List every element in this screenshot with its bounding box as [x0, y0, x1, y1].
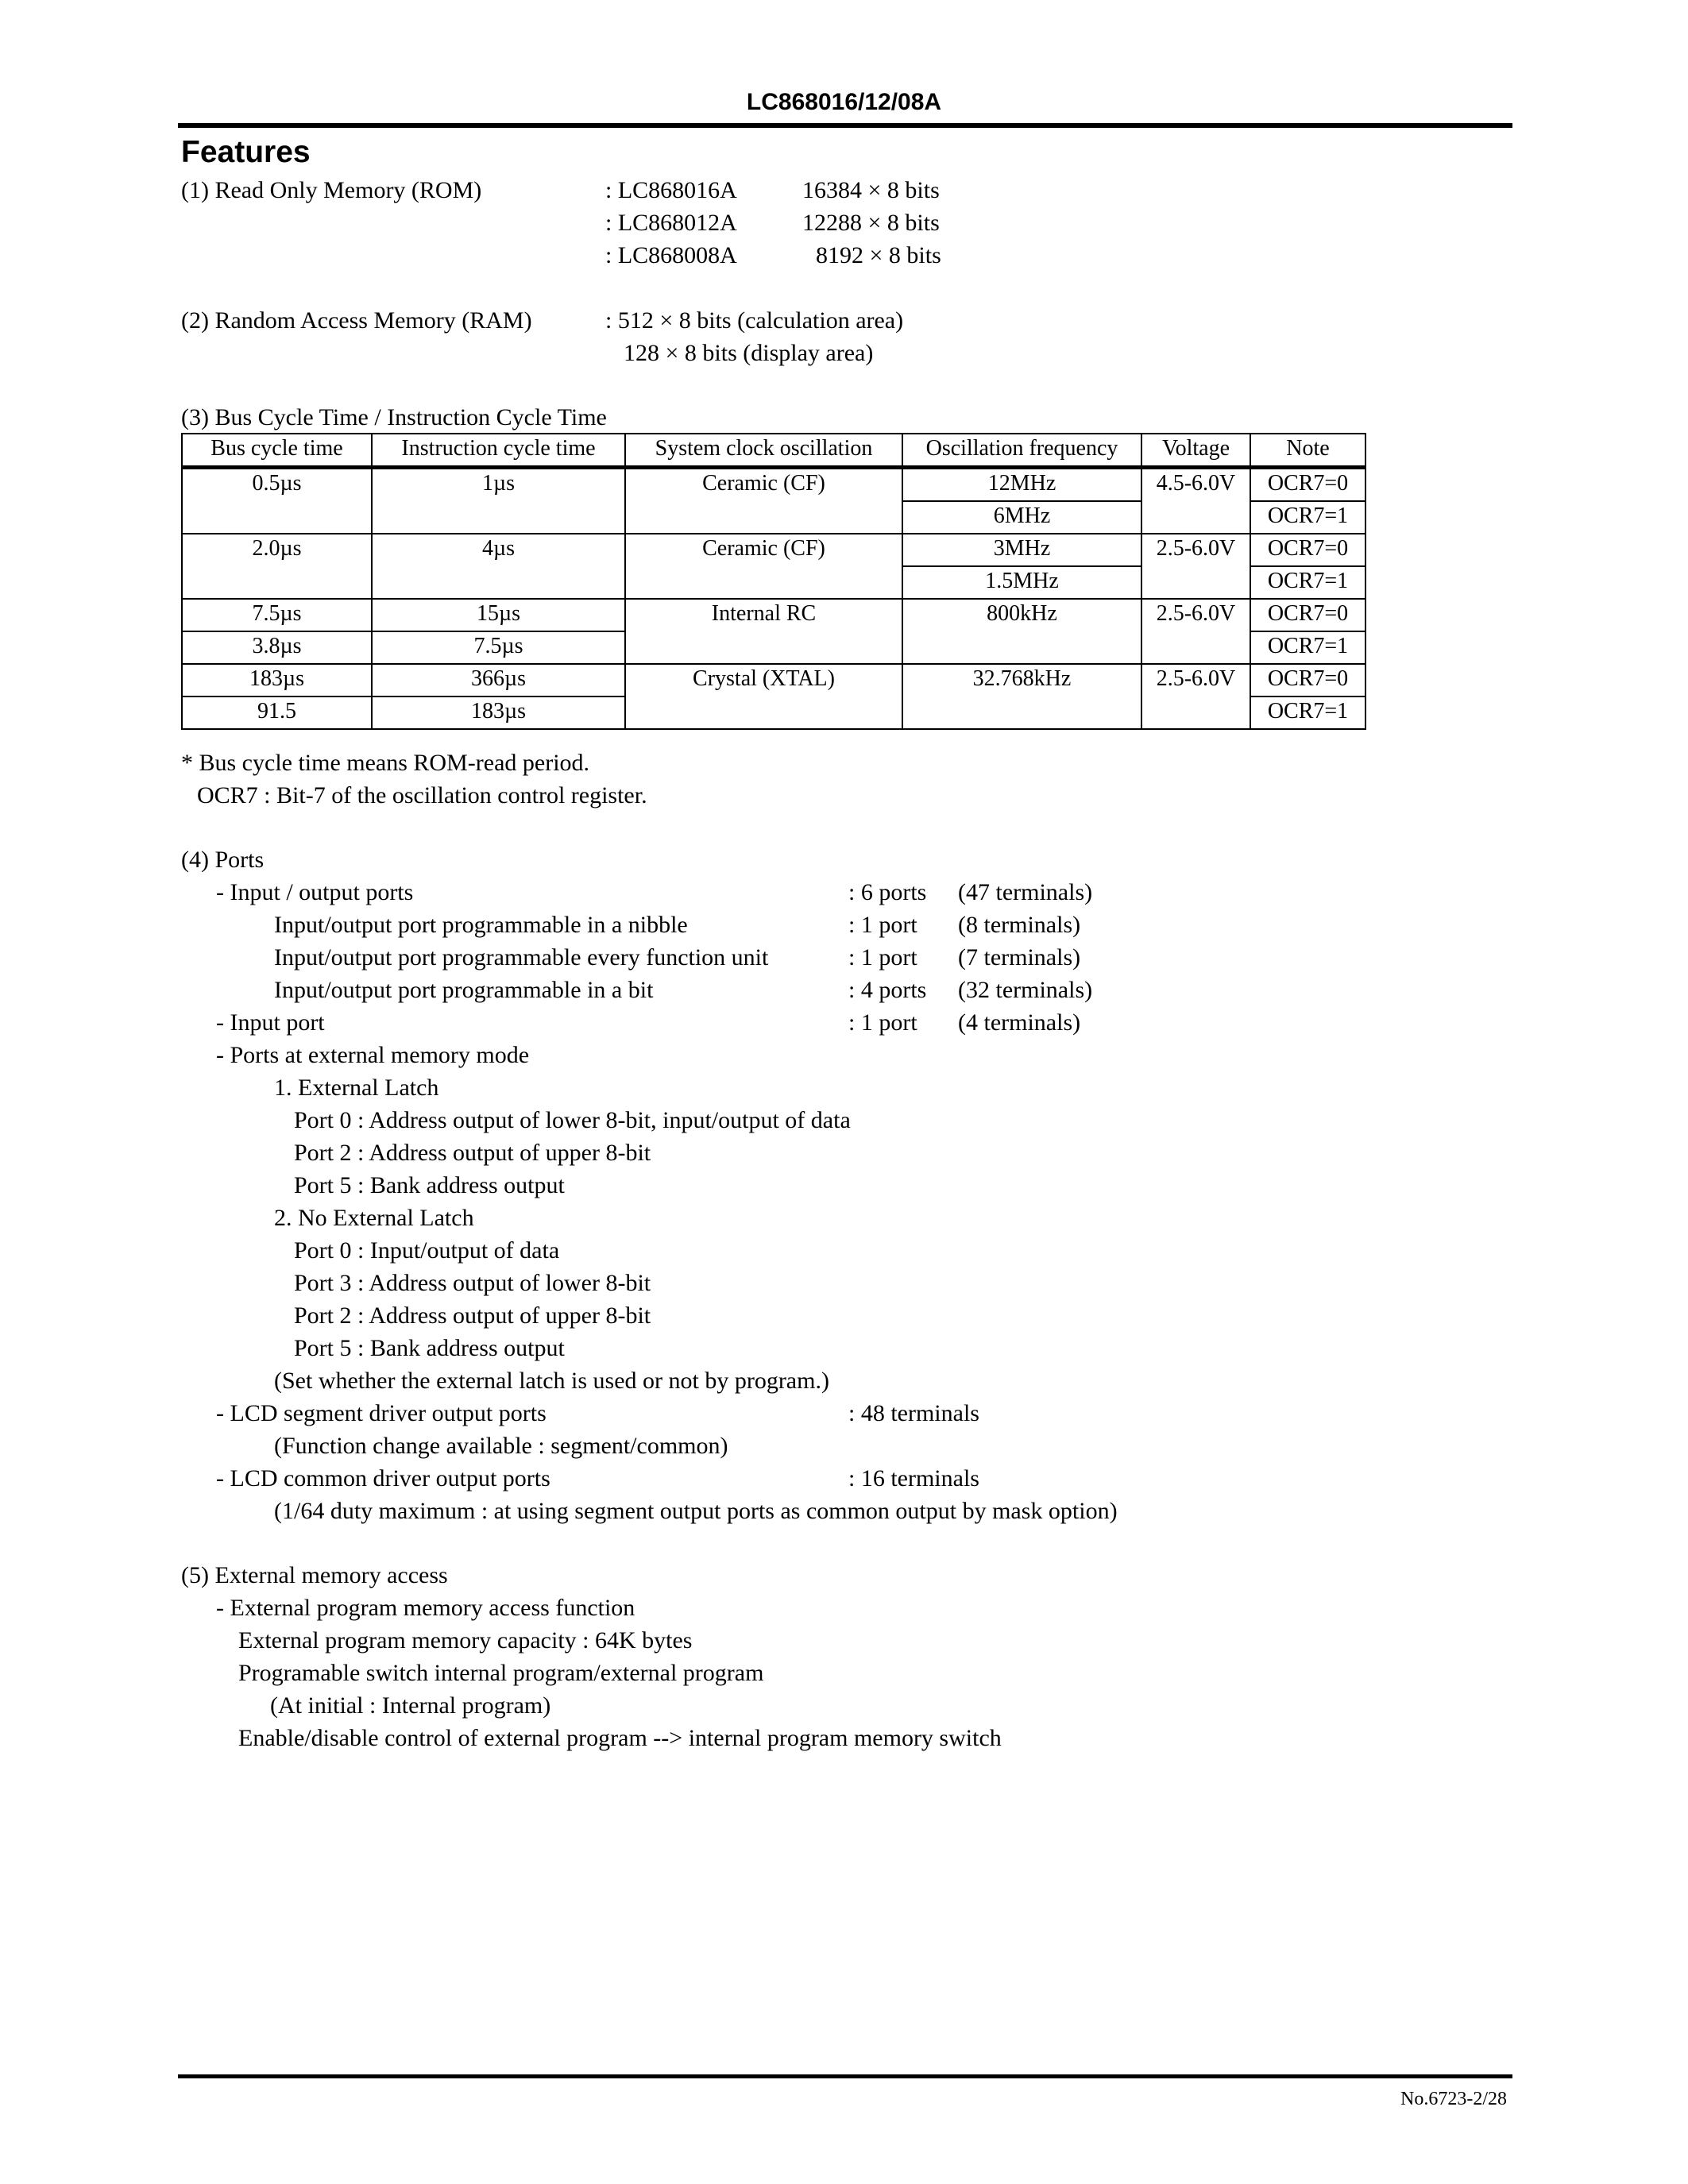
- table-row: [182, 534, 1365, 566]
- ext-mem-line: Programable switch internal program/external program: [238, 1660, 764, 1686]
- note-cell: OCR7=0: [1250, 534, 1365, 566]
- col-header: System clock oscillation: [625, 434, 902, 468]
- ext-mode-text: - Ports at external memory mode: [216, 1042, 530, 1068]
- bus-cell: 3.8µs: [182, 631, 372, 664]
- rom-model: : LC868012A: [605, 210, 737, 236]
- note-cell: OCR7=1: [1250, 631, 1365, 664]
- bus-cell: 91.5: [182, 696, 372, 729]
- osc-cell: Internal RC: [625, 599, 902, 664]
- ext-latch-port0: Port 0 : Address output of lower 8-bit, input/output of data: [294, 1107, 851, 1133]
- nibble-terminals: (8 terminals): [958, 912, 1081, 938]
- table-row: [182, 468, 1365, 502]
- inst-cell: 15µs: [372, 599, 625, 631]
- function-unit-text: Input/output port programmable every function unit: [274, 944, 769, 970]
- page-number: No.6723-2/28: [1400, 2089, 1507, 2109]
- ram-calc: : 512 × 8 bits (calculation area): [605, 307, 904, 334]
- io-ports-count: : 6 ports: [848, 879, 927, 905]
- input-port-terminals: (4 terminals): [958, 1009, 1081, 1036]
- freq-cell: 32.768kHz: [902, 664, 1141, 729]
- input-port-text: - Input port: [216, 1009, 325, 1036]
- ext-mem-line: (At initial : Internal program): [270, 1692, 551, 1719]
- page-header: LC868016/12/08A: [746, 89, 942, 115]
- no-latch-port5: Port 5 : Bank address output: [294, 1335, 565, 1361]
- ext-mem-line: External program memory capacity : 64K bytes: [238, 1627, 693, 1653]
- input-port-count: : 1 port: [848, 1009, 917, 1036]
- note-cell: OCR7=0: [1250, 664, 1365, 696]
- rom-label: (1) Read Only Memory (ROM): [181, 177, 482, 203]
- col-header: Instruction cycle time: [372, 434, 625, 468]
- rom-size: 16384 × 8 bits: [802, 177, 940, 203]
- bit-text: Input/output port programmable in a bit: [274, 977, 654, 1003]
- col-header: Bus cycle time: [182, 434, 372, 468]
- ocr7-footnote: OCR7 : Bit-7 of the oscillation control register.: [197, 782, 647, 808]
- ext-mem-line: - External program memory access function: [216, 1595, 635, 1621]
- table-row: [182, 599, 1365, 631]
- note-cell: OCR7=1: [1250, 566, 1365, 599]
- osc-cell: Crystal (XTAL): [625, 664, 902, 729]
- rom-size: 8192 × 8 bits: [816, 242, 941, 268]
- bus-cell: 0.5µs: [182, 468, 372, 534]
- rom-size: 12288 × 8 bits: [802, 210, 940, 236]
- inst-cell: 366µs: [372, 664, 625, 696]
- page-title: Features: [181, 135, 311, 169]
- lcd-seg-note: (Function change available : segment/common): [274, 1433, 728, 1459]
- freq-cell: 6MHz: [902, 501, 1141, 534]
- ext-latch-heading: 1. External Latch: [274, 1075, 439, 1101]
- io-ports-terminals: (47 terminals): [958, 879, 1093, 905]
- freq-cell: 3MHz: [902, 534, 1141, 566]
- volt-cell: 4.5-6.0V: [1141, 468, 1250, 534]
- bus-cycle-table: [181, 433, 1366, 730]
- ports-label: (4) Ports: [181, 847, 265, 873]
- freq-cell: 800kHz: [902, 599, 1141, 664]
- header-rule: [178, 123, 1512, 128]
- osc-cell: Ceramic (CF): [625, 468, 902, 534]
- lcd-seg-count: : 48 terminals: [848, 1400, 979, 1426]
- footer-rule: [178, 2074, 1512, 2078]
- bit-count: : 4 ports: [848, 977, 927, 1003]
- inst-cell: 4µs: [372, 534, 625, 599]
- bus-footnote: * Bus cycle time means ROM-read period.: [181, 750, 590, 776]
- inst-cell: 7.5µs: [372, 631, 625, 664]
- col-header: Oscillation frequency: [902, 434, 1141, 468]
- note-cell: OCR7=0: [1250, 468, 1365, 502]
- note-cell: OCR7=0: [1250, 599, 1365, 631]
- col-header: Note: [1250, 434, 1365, 468]
- bus-cell: 183µs: [182, 664, 372, 696]
- ext-mem-label: (5) External memory access: [181, 1562, 448, 1588]
- ext-mem-line: Enable/disable control of external program --> internal program memory switch: [238, 1725, 1002, 1751]
- no-latch-port0: Port 0 : Input/output of data: [294, 1237, 560, 1264]
- bus-label: (3) Bus Cycle Time / Instruction Cycle Time: [181, 404, 607, 430]
- note-cell: OCR7=1: [1250, 696, 1365, 729]
- nibble-text: Input/output port programmable in a nibble: [274, 912, 688, 938]
- ram-label: (2) Random Access Memory (RAM): [181, 307, 532, 334]
- no-latch-port3: Port 3 : Address output of lower 8-bit: [294, 1270, 651, 1296]
- lcd-com-count: : 16 terminals: [848, 1465, 979, 1491]
- ext-latch-port5: Port 5 : Bank address output: [294, 1172, 565, 1198]
- ext-latch-port2: Port 2 : Address output of upper 8-bit: [294, 1140, 651, 1166]
- table-row: [182, 664, 1365, 696]
- table-header-row: [182, 434, 1365, 468]
- lcd-com-text: - LCD common driver output ports: [216, 1465, 550, 1491]
- bus-cell: 7.5µs: [182, 599, 372, 631]
- rom-model: : LC868008A: [605, 242, 737, 268]
- no-latch-heading: 2. No External Latch: [274, 1205, 474, 1231]
- osc-cell: Ceramic (CF): [625, 534, 902, 599]
- lcd-com-note: (1/64 duty maximum : at using segment output ports as common output by mask option): [274, 1498, 1118, 1524]
- nibble-count: : 1 port: [848, 912, 917, 938]
- note-cell: OCR7=1: [1250, 501, 1365, 534]
- no-latch-port2: Port 2 : Address output of upper 8-bit: [294, 1302, 651, 1329]
- ram-display: 128 × 8 bits (display area): [624, 340, 874, 366]
- lcd-seg-text: - LCD segment driver output ports: [216, 1400, 547, 1426]
- freq-cell: 1.5MHz: [902, 566, 1141, 599]
- freq-cell: 12MHz: [902, 468, 1141, 502]
- io-ports-text: - Input / output ports: [216, 879, 414, 905]
- function-unit-count: : 1 port: [848, 944, 917, 970]
- latch-note: (Set whether the external latch is used or not by program.): [274, 1368, 829, 1394]
- rom-model: : LC868016A: [605, 177, 737, 203]
- bit-terminals: (32 terminals): [958, 977, 1093, 1003]
- bus-cell: 2.0µs: [182, 534, 372, 599]
- volt-cell: 2.5-6.0V: [1141, 534, 1250, 599]
- col-header: Voltage: [1141, 434, 1250, 468]
- inst-cell: 183µs: [372, 696, 625, 729]
- inst-cell: 1µs: [372, 468, 625, 534]
- function-unit-terminals: (7 terminals): [958, 944, 1081, 970]
- volt-cell: 2.5-6.0V: [1141, 664, 1250, 729]
- volt-cell: 2.5-6.0V: [1141, 599, 1250, 664]
